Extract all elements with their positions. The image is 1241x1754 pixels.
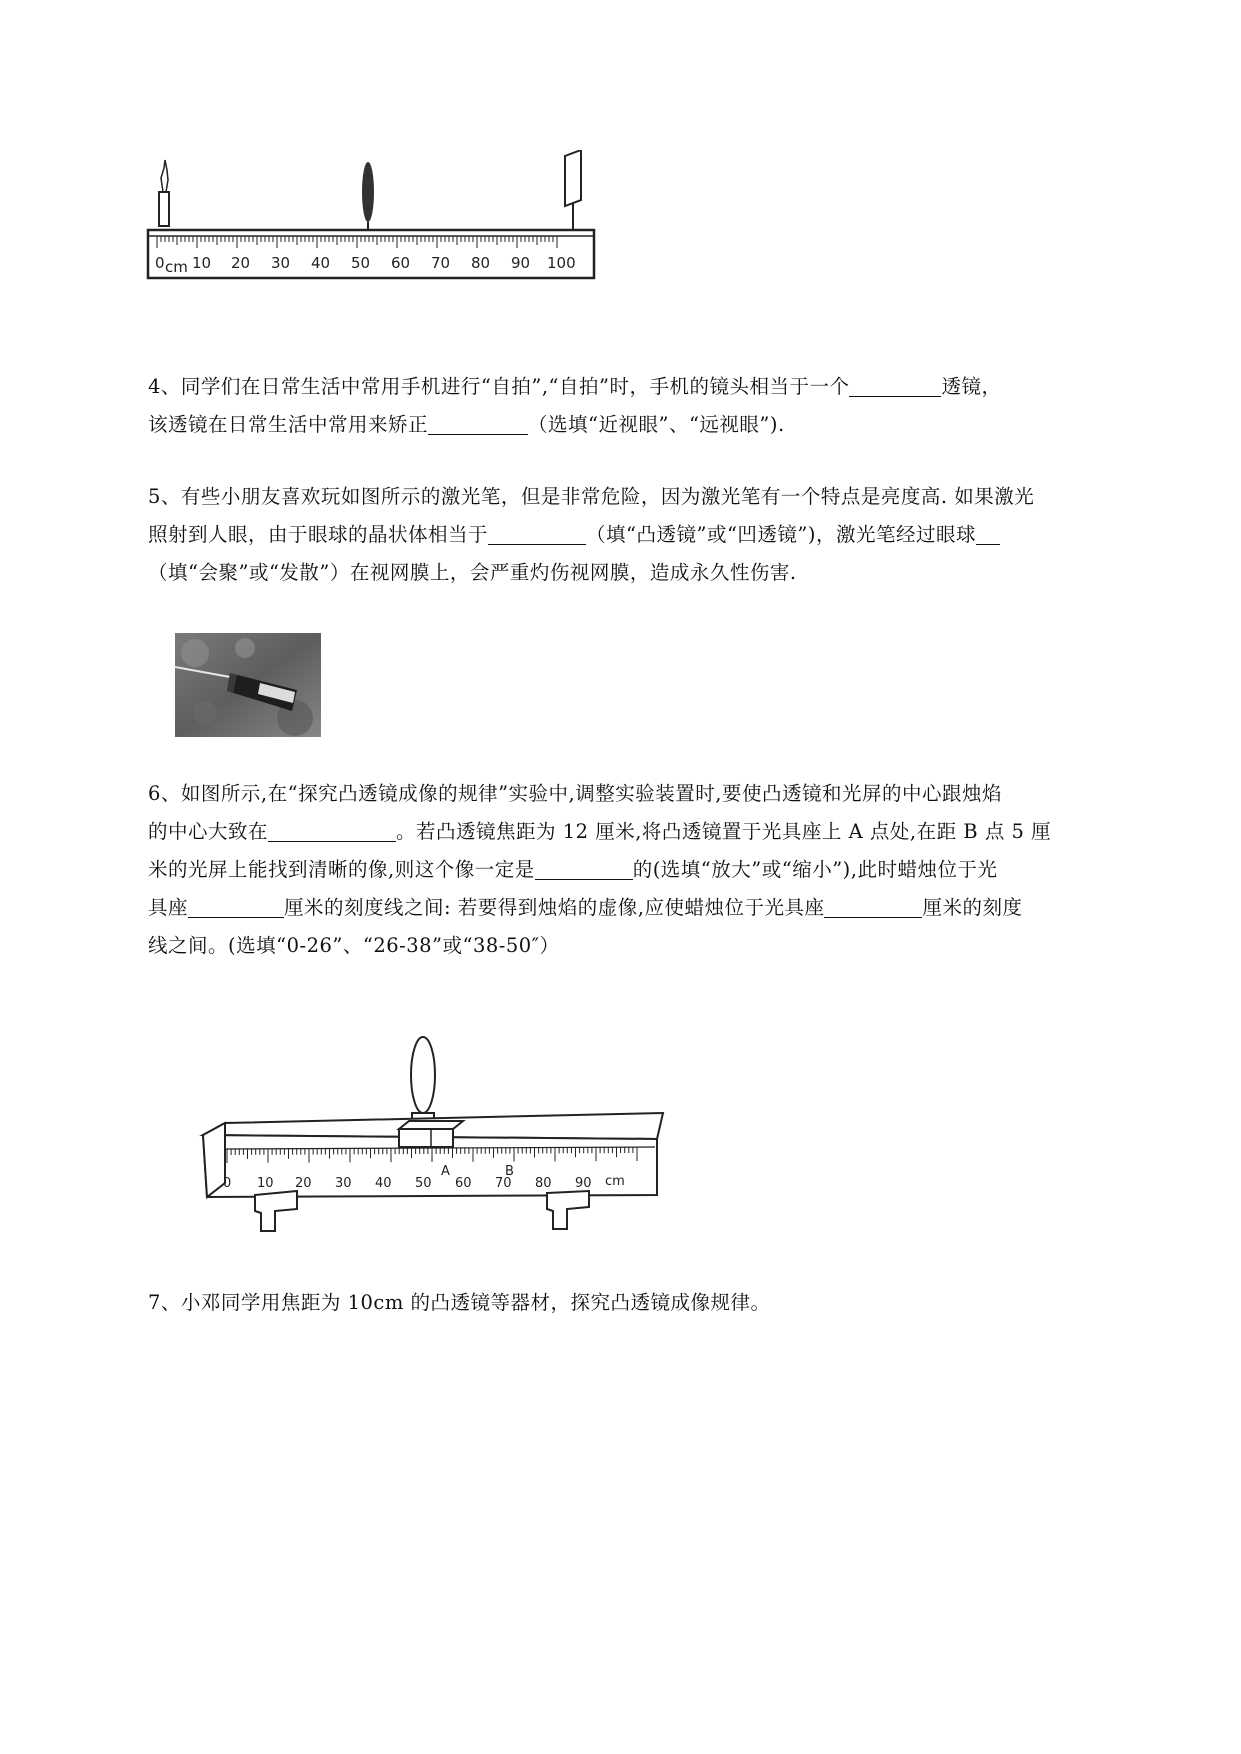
tick-label: 60: [391, 254, 411, 272]
ruler-unit-label: cm: [165, 258, 188, 276]
q7-text: 7、小邓同学用焦距为 10cm 的凸透镜等器材，探究凸透镜成像规律。: [148, 1291, 771, 1314]
laser-pointer-photo: [175, 633, 321, 737]
q4-text: 透镜，: [941, 375, 1002, 398]
tick-label: 80: [471, 254, 491, 272]
answer-blank[interactable]: [849, 374, 941, 397]
tick-label: 40: [375, 1176, 392, 1191]
q6-text: 厘米的刻度: [922, 896, 1023, 919]
q6-text: 线之间。(选填“0-26”、“26-38”或“38-50″）: [148, 934, 560, 957]
tick-label: 20: [295, 1176, 312, 1191]
q6-text: 米的光屏上能找到清晰的像,则这个像一定是: [148, 858, 535, 881]
tick-label: 30: [271, 254, 291, 272]
tick-label: 40: [311, 254, 331, 272]
question-7: [148, 1284, 1148, 1322]
lens-icon: [362, 162, 374, 230]
ruler: [148, 230, 594, 278]
tick-label: 90: [511, 254, 531, 272]
tick-label: 0: [223, 1176, 232, 1191]
point-a-label: A: [441, 1164, 450, 1179]
tick-label: 20: [231, 254, 251, 272]
bench: [203, 1113, 663, 1197]
q5-text: 照射到人眼，由于眼球的晶状体相当于: [148, 523, 489, 546]
q6-text: 的中心大致在: [148, 820, 269, 843]
tick-label: 60: [455, 1176, 472, 1191]
question-4: [148, 368, 1148, 444]
answer-blank[interactable]: [535, 857, 633, 880]
tick-label: 30: [335, 1176, 352, 1191]
question-5: [148, 478, 1148, 592]
tick-label: 10: [192, 254, 212, 272]
tick-label: 80: [535, 1176, 552, 1191]
point-b-label: B: [505, 1164, 514, 1179]
tick-label: 50: [415, 1176, 432, 1191]
answer-blank[interactable]: [824, 895, 922, 918]
tick-label: 70: [431, 254, 451, 272]
q4-text: 4、同学们在日常生活中常用手机进行“自拍”,“自拍”时，手机的镜头相当于一个: [148, 375, 850, 398]
q4-text: 该透镜在日常生活中常用来矫正: [148, 413, 429, 436]
q5-text: （填“会聚”或“发散”）在视网膜上，会严重灼伤视网膜，造成永久性伤害.: [148, 561, 797, 584]
q5-text: 5、有些小朋友喜欢玩如图所示的激光笔，但是非常危险，因为激光笔有一个特点是亮度高. 如果激光: [148, 485, 1035, 508]
answer-blank[interactable]: [488, 522, 586, 545]
candle-icon: [159, 160, 169, 226]
tick-label: 10: [257, 1176, 274, 1191]
bench-foot: [255, 1191, 297, 1231]
tick-label: 70: [495, 1176, 512, 1191]
q4-text: （选填“近视眼”、“远视眼”).: [528, 413, 785, 436]
answer-blank[interactable]: [188, 895, 284, 918]
tick-label: 90: [575, 1176, 592, 1191]
tick-label: 100: [547, 254, 576, 272]
q6-text: 的(选填“放大”或“缩小”),此时蜡烛位于光: [632, 858, 998, 881]
tick-label: 0: [155, 254, 165, 272]
ruler-unit-label: cm: [605, 1174, 625, 1189]
q6-text: 。若凸透镜焦距为 12 厘米,将凸透镜置于光具座上 A 点处,在距 B 点 5 厘: [396, 820, 1052, 843]
question-6: [148, 775, 1148, 965]
q5-text: （填“凸透镜”或“凹透镜”)，激光笔经过眼球: [586, 523, 976, 546]
q6-text: 6、如图所示,在“探究凸透镜成像的规律”实验中,调整实验装置时,要使凸透镜和光屏的中心跟烛焰: [148, 782, 1002, 805]
answer-blank[interactable]: [428, 412, 528, 435]
bench-foot: [547, 1191, 589, 1229]
answer-blank[interactable]: [268, 819, 396, 842]
q6-text: 厘米的刻度线之间: 若要得到烛焰的虚像,应使蜡烛位于光具座: [284, 896, 825, 919]
q6-text: 具座: [148, 896, 189, 919]
optical-bench-figure: [145, 150, 605, 285]
tick-label: 50: [351, 254, 371, 272]
answer-blank[interactable]: [976, 522, 1000, 545]
optical-bench-3d-figure: [195, 1035, 675, 1235]
screen-icon: [565, 150, 581, 230]
